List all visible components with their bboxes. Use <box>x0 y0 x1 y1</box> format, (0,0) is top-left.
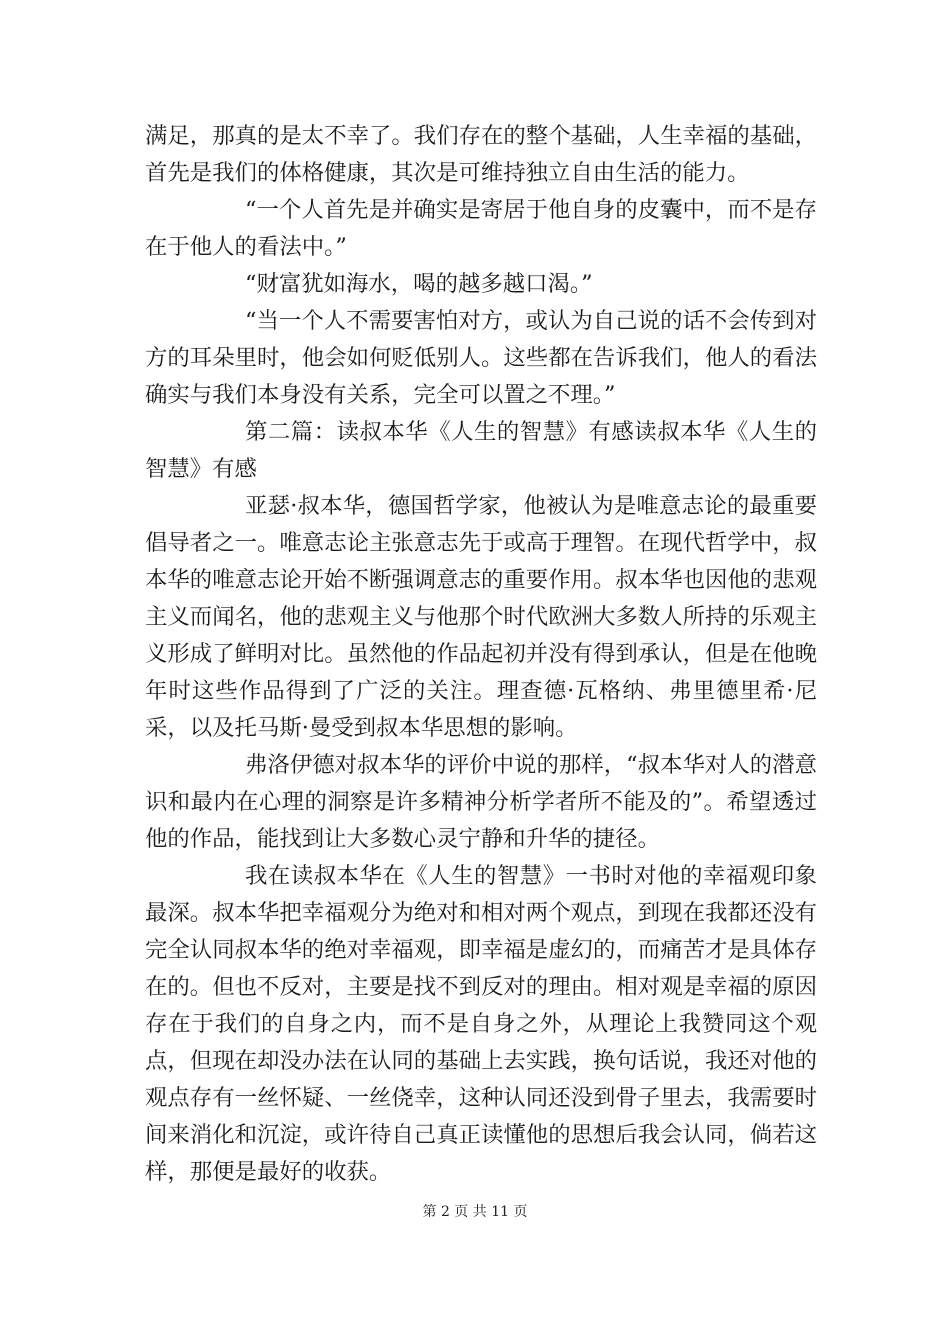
page-number: 第 2 页 共 11 页 <box>422 1204 528 1220</box>
paragraph: 满足，那真的是太不幸了。我们存在的整个基础，人生幸福的基础，首先是我们的体格健康，其次是可维持独立自由生活的能力。 <box>145 123 817 186</box>
section-heading: 第二篇：读叔本华《人生的智慧》有感读叔本华《人生的智慧》有感 <box>145 419 817 482</box>
page-footer <box>0 1202 950 1222</box>
paragraph: 弗洛伊德对叔本华的评价中说的那样，“叔本华对人的潜意识和最内在心理的洞察是许多精神分析学者所不能及的”。希望透过他的作品，能找到让大多数心灵宁静和升华的捷径。 <box>145 752 817 852</box>
paragraph: “财富犹如海水，喝的越多越口渴。” <box>245 271 593 297</box>
document-body <box>145 118 817 1191</box>
paragraph: “当一个人不需要害怕对方，或认为自己说的话不会传到对方的耳朵里时，他会如何贬低别人。这些都在告诉我们，他人的看法确实与我们本身没有关系，完全可以置之不理。” <box>145 308 817 408</box>
paragraph: “一个人首先是并确实是寄居于他自身的皮囊中，而不是存在于他人的看法中。” <box>145 197 817 260</box>
paragraph: 亚瑟·叔本华，德国哲学家，他被认为是唯意志论的最重要倡导者之一。唯意志论主张意志先于或高于理智。在现代哲学中，叔本华的唯意志论开始不断强调意志的重要作用。叔本华也因他的悲观主义而闻名，他的悲观主义与他那个时代欧洲大多数人所持的乐观主义形成了鲜明对比。虽然他的作品起初并没有得到承认，但是在他晚年时这些作品得到了广泛的关注。理查德·瓦格纳、弗里德里希·尼采，以及托马斯·曼受到叔本华思想的影响。 <box>145 493 817 741</box>
paragraph: 我在读叔本华在《人生的智慧》一书时对他的幸福观印象最深。叔本华把幸福观分为绝对和相对两个观点，到现在我都还没有完全认同叔本华的绝对幸福观，即幸福是虚幻的，而痛苦才是具体存在的。但也不反对，主要是找不到反对的理由。相对观是幸福的原因存在于我们的自身之内，而不是自身之外，从理论上我赞同这个观点，但现在却没办法在认同的基础上去实践，换句话说，我还对他的观点存有一丝怀疑、一丝侥幸，这种认同还没到骨子里去，我需要时间来消化和沉淀，或许待自己真正读懂他的思想后我会认同，倘若这样，那便是最好的收获。 <box>145 863 817 1185</box>
